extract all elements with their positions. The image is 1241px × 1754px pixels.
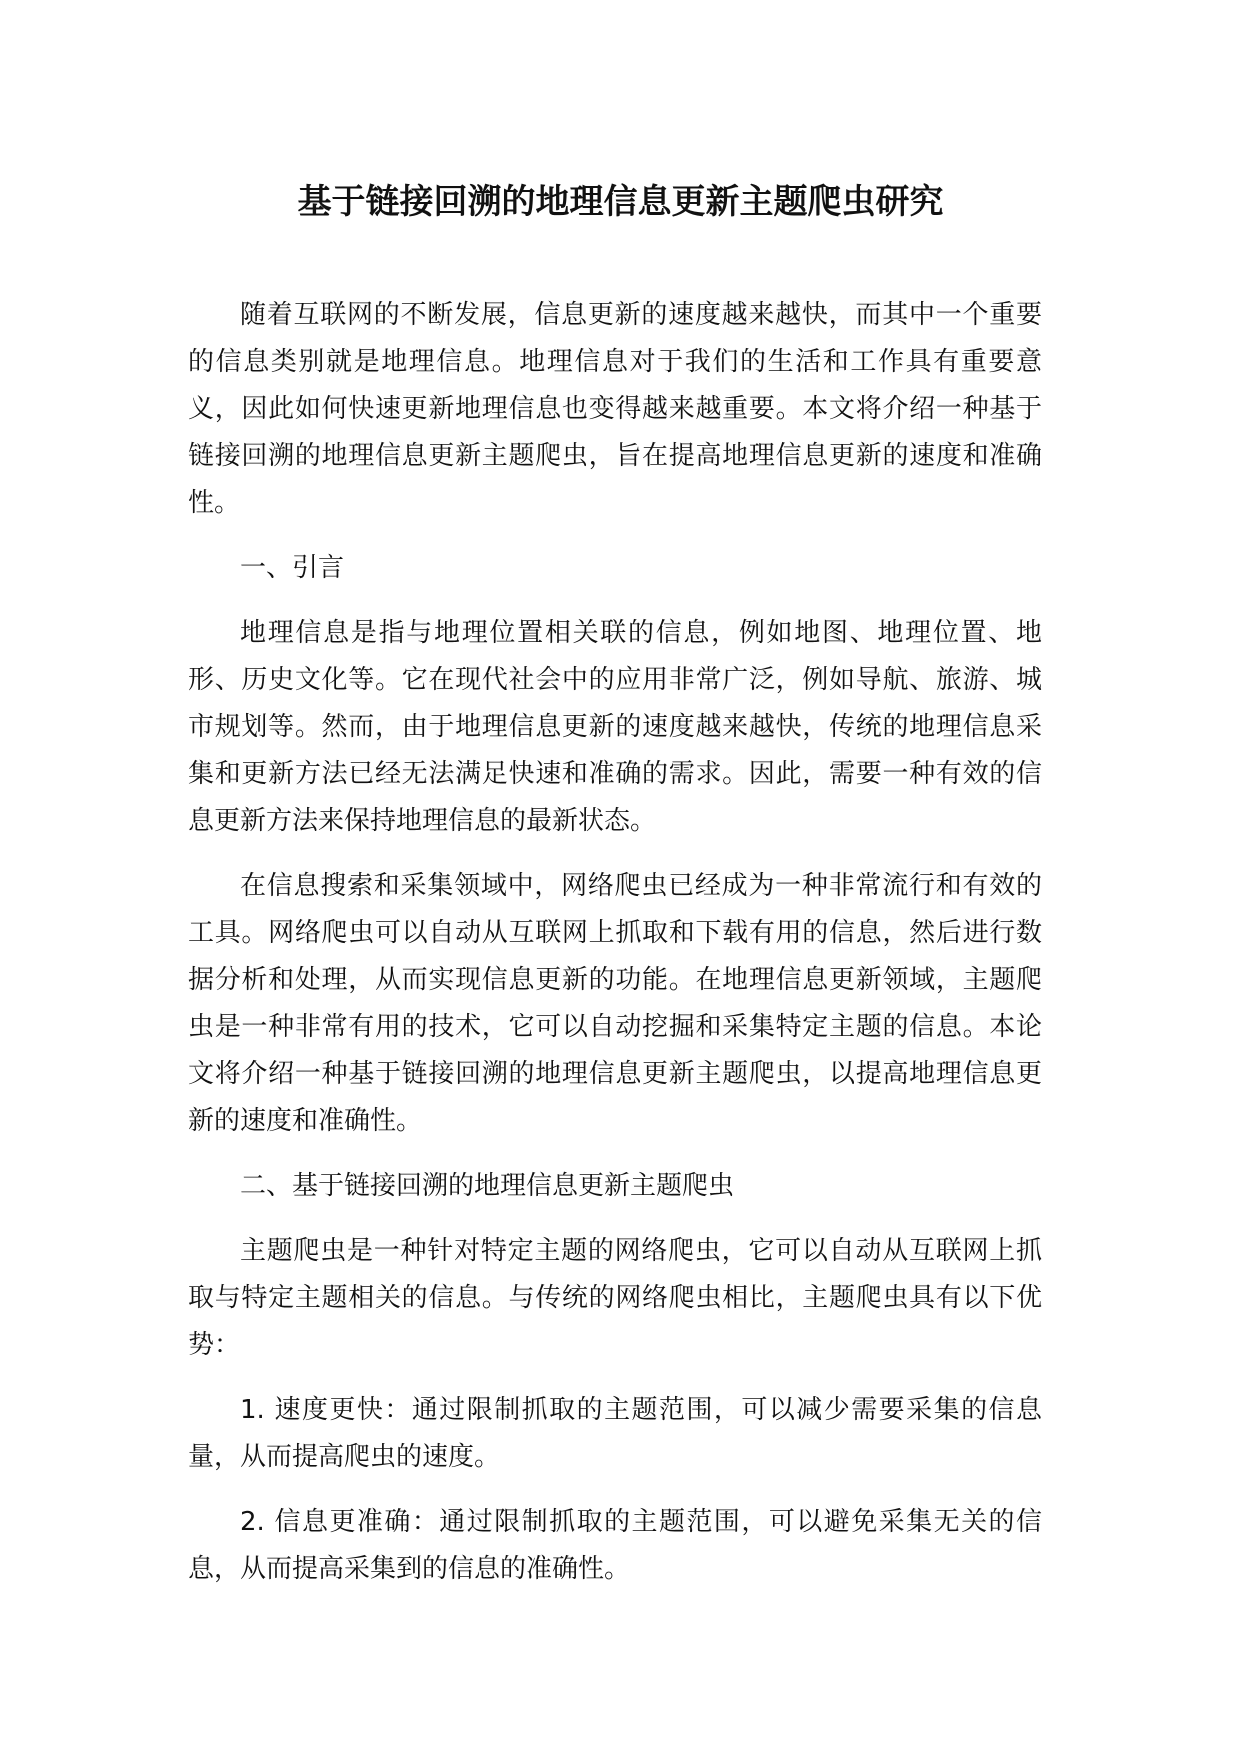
section-heading-2: 二、基于链接回溯的地理信息更新主题爬虫 [240,1171,735,1201]
paragraph-intro: 随着互联网的不断发展，信息更新的速度越来越快，而其中一个重要的信息类别就是地理信息。地理信息对于我们的生活和工作具有重要意义，因此如何快速更新地理信息也变得越来越重要。本文将介绍一种基于链接回溯的地理信息更新主题爬虫，旨在提高地理信息更新的速度和准确性。 [188,300,1042,518]
paragraph-topic-crawler: 主题爬虫是一种针对特定主题的网络爬虫，它可以自动从互联网上抓取与特定主题相关的信息。与传统的网络爬虫相比，主题爬虫具有以下优势： [188,1236,1042,1360]
list-item-accuracy: 2. 信息更准确：通过限制抓取的主题范围，可以避免采集无关的信息，从而提高采集到的信息的准确性。 [188,1507,1042,1584]
paragraph-geo-info: 地理信息是指与地理位置相关联的信息，例如地图、地理位置、地形、历史文化等。它在现代社会中的应用非常广泛，例如导航、旅游、城市规划等。然而，由于地理信息更新的速度越来越快，传统的地理信息采集和更新方法已经无法满足快速和准确的需求。因此，需要一种有效的信息更新方法来保持地理信息的最新状态。 [188,618,1042,836]
paragraph-crawler: 在信息搜索和采集领域中，网络爬虫已经成为一种非常流行和有效的工具。网络爬虫可以自动从互联网上抓取和下载有用的信息，然后进行数据分析和处理，从而实现信息更新的功能。在地理信息更新领域，主题爬虫是一种非常有用的技术，它可以自动挖掘和采集特定主题的信息。本论文将介绍一种基于链接回溯的地理信息更新主题爬虫，以提高地理信息更新的速度和准确性。 [188,871,1042,1136]
document-body [188,292,1042,1611]
document-title: 基于链接回溯的地理信息更新主题爬虫研究 [297,182,944,222]
list-item-speed: 1. 速度更快：通过限制抓取的主题范围，可以减少需要采集的信息量，从而提高爬虫的速度。 [188,1395,1042,1472]
section-heading-1: 一、引言 [240,553,345,583]
